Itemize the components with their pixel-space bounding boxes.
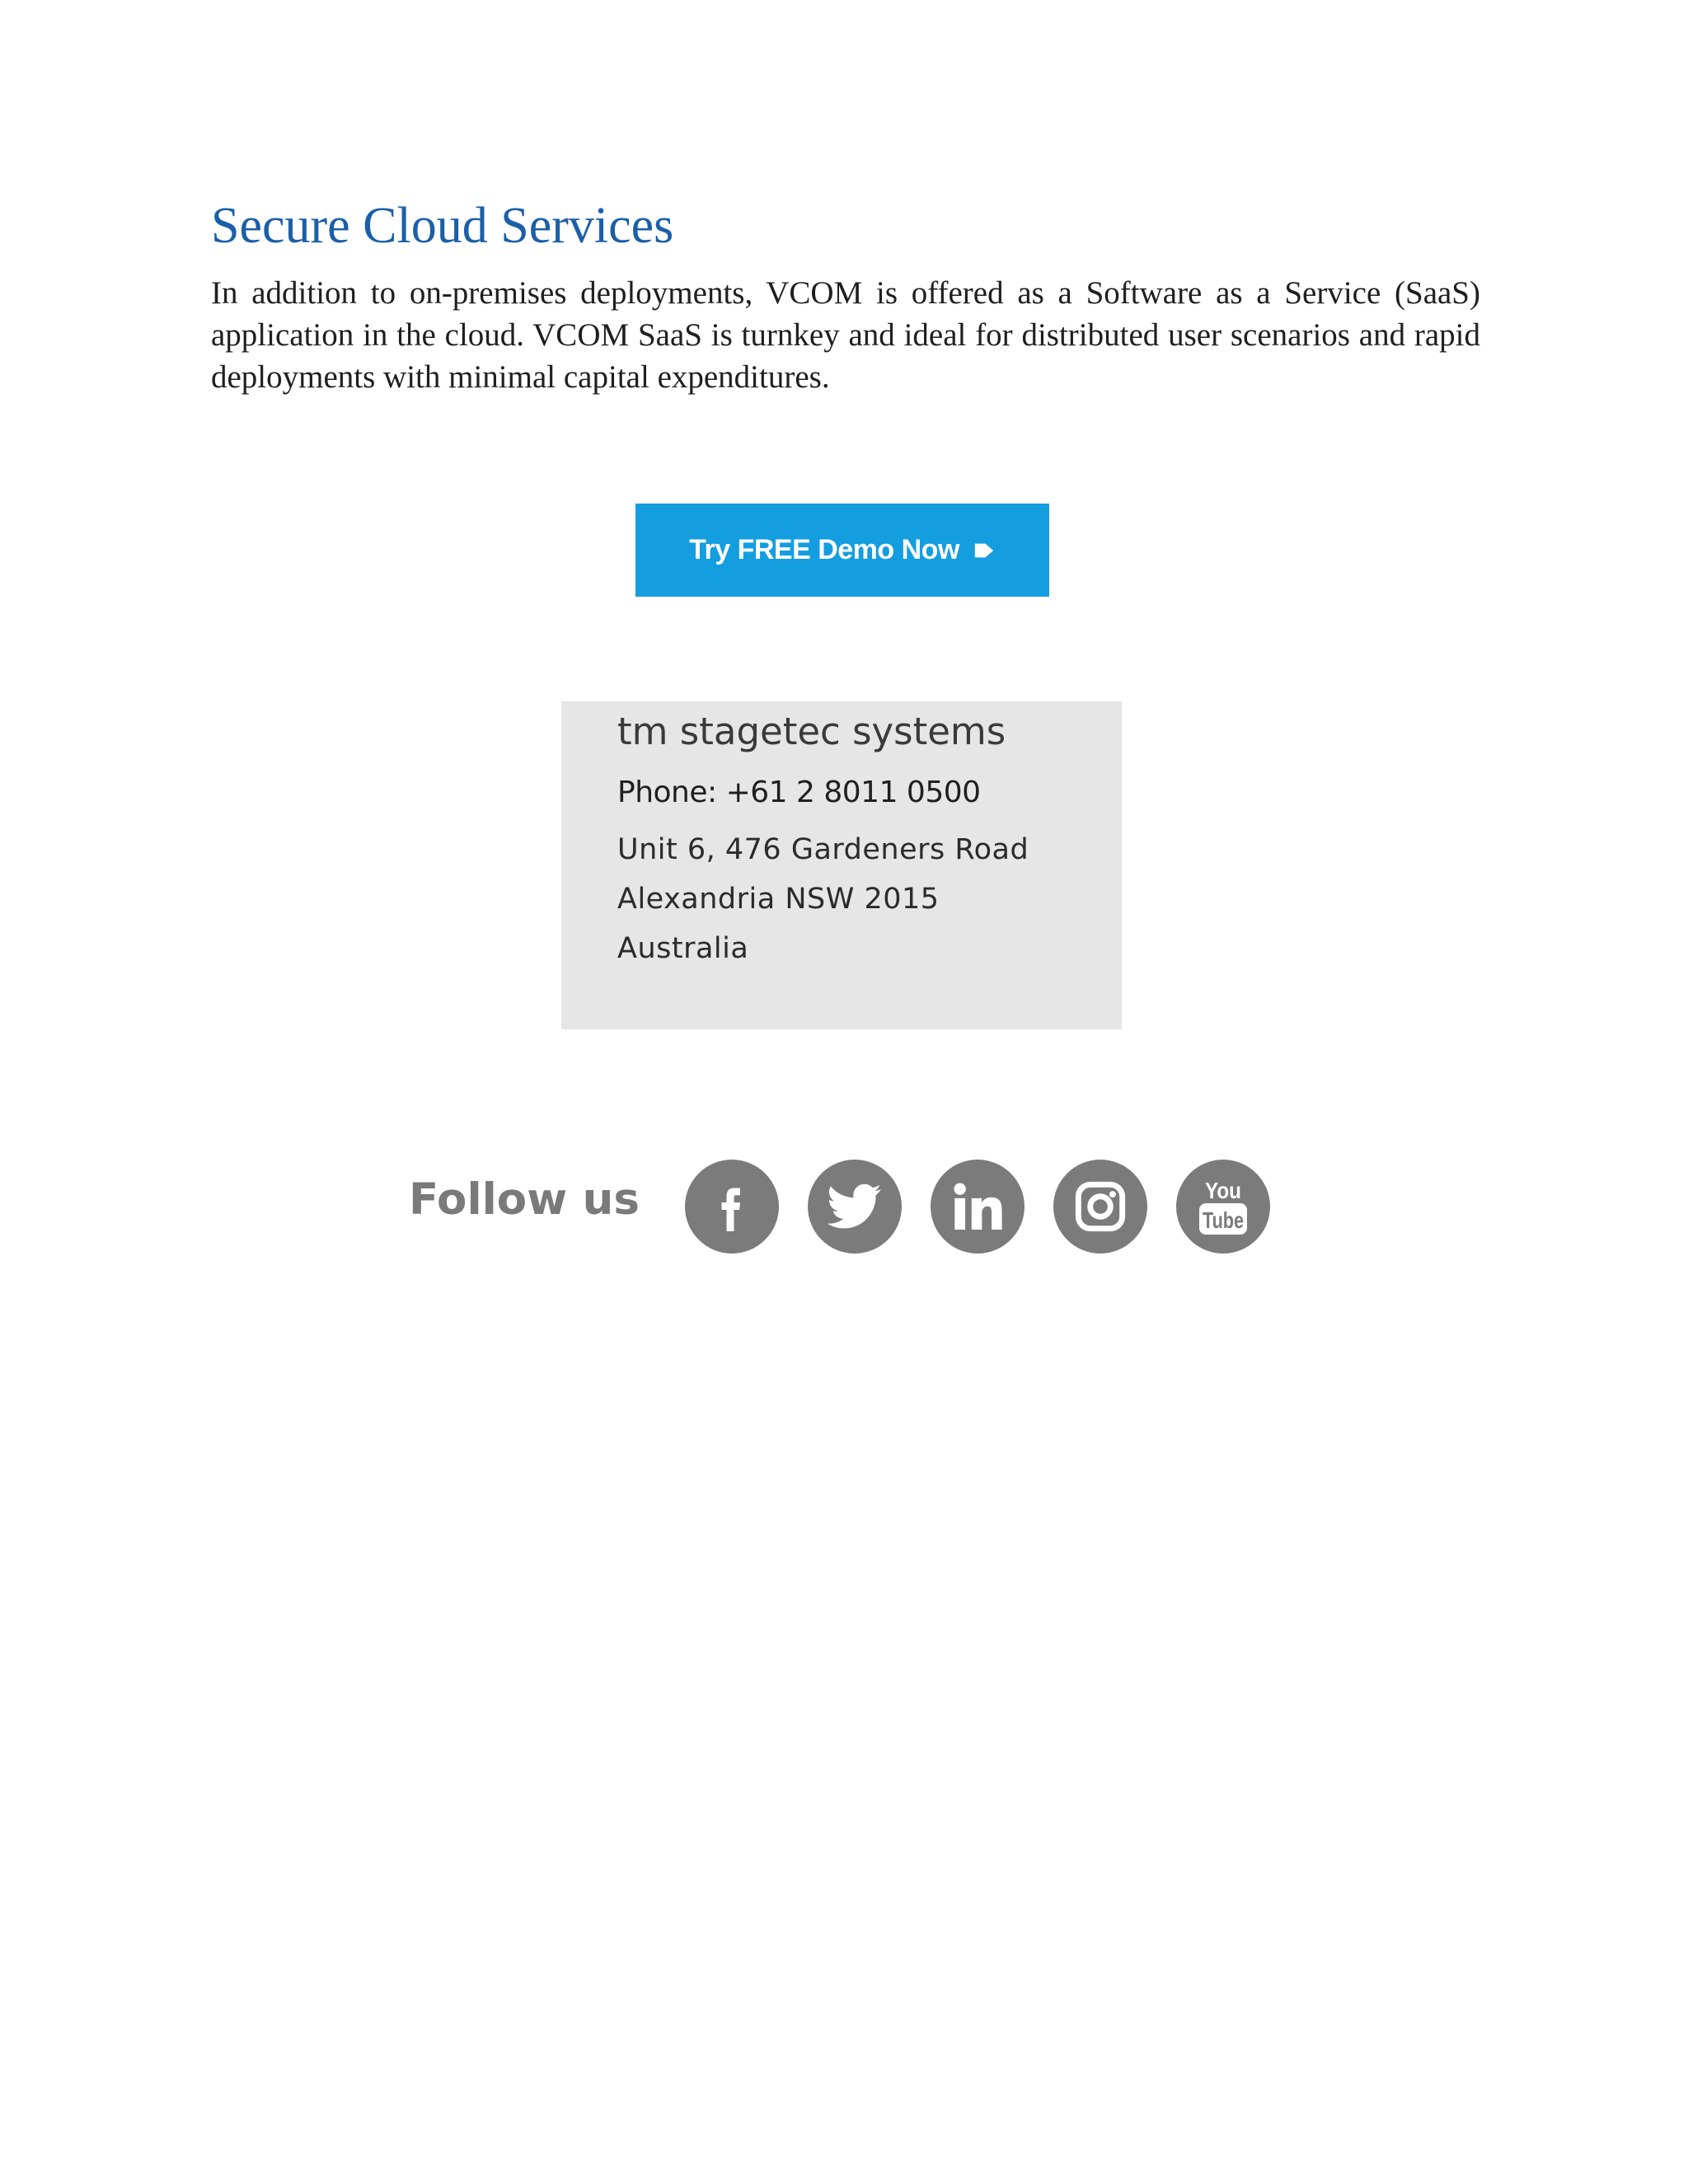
demo-button-label: Try FREE Demo Now: [689, 534, 959, 565]
linkedin-icon[interactable]: [931, 1160, 1025, 1254]
follow-us-label: Follow us: [409, 1174, 640, 1225]
arrow-right-icon: [973, 539, 996, 562]
address-line-3: Australia: [617, 932, 749, 965]
svg-text:Tube: Tube: [1203, 1207, 1244, 1233]
twitter-glyph: [828, 1183, 882, 1230]
section-title: Secure Cloud Services: [211, 198, 674, 254]
youtube-glyph: [1194, 1175, 1252, 1238]
instagram-glyph: [1074, 1180, 1127, 1233]
try-free-demo-button[interactable]: [635, 504, 1049, 597]
contact-card: [561, 701, 1122, 1029]
address-line-2: Alexandria NSW 2015: [617, 883, 940, 916]
svg-text:You: You: [1205, 1178, 1241, 1203]
facebook-glyph: [707, 1178, 757, 1235]
youtube-icon[interactable]: [1176, 1160, 1270, 1254]
instagram-icon[interactable]: [1053, 1160, 1147, 1254]
section-body: In addition to on-premises deployments, VCOM is offered as a Software as a Service (SaaS) application in the cloud. VCOM SaaS is turnkey and ideal for distributed user scenarios and rapid deployments with minimal capital expenditures.: [211, 275, 1480, 395]
linkedin-glyph: [951, 1180, 1004, 1233]
twitter-icon[interactable]: [808, 1160, 902, 1254]
company-name: tm stagetec systems: [617, 710, 1006, 753]
facebook-icon[interactable]: [685, 1160, 779, 1254]
address-line-1: Unit 6, 476 Gardeners Road: [617, 833, 1029, 866]
phone-number[interactable]: Phone: +61 2 8011 0500: [617, 776, 981, 809]
